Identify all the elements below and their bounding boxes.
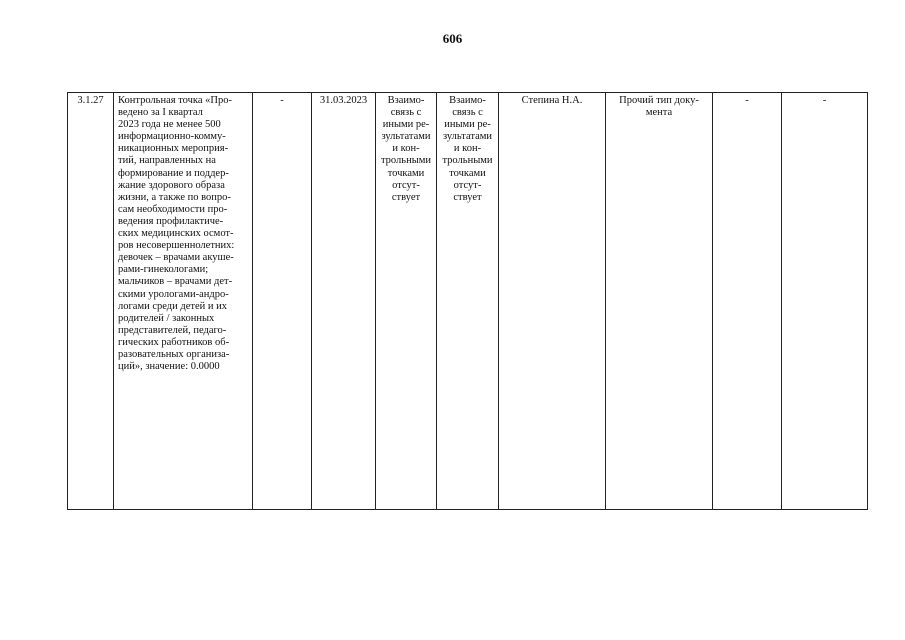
relation-line: ствует (391, 191, 421, 203)
column-11-value: - (822, 95, 827, 106)
row-number-cell (68, 93, 114, 510)
responsible-person: Степина Н.А. (521, 95, 583, 106)
description-line: жание здорового образа (118, 179, 225, 191)
column-11-cell (782, 93, 868, 510)
description-line: мальчиков – врачами дет- (118, 276, 233, 288)
description-cell (114, 93, 253, 510)
column-10-cell (713, 93, 782, 510)
description-line: родителей / законных (118, 312, 215, 324)
description-line: гических работников об- (118, 336, 230, 348)
table-row (68, 93, 868, 510)
relation-line: ствует (453, 191, 482, 203)
start-date-cell (253, 93, 312, 510)
description-line: разовательных организа- (118, 348, 230, 360)
relation-cell-2 (437, 93, 499, 510)
description-line: девочек – врачами акуше- (118, 252, 234, 264)
description-line: никационных мероприя- (118, 143, 229, 155)
description-line: логами среди детей и их (118, 300, 227, 312)
description-line: ведения профилактиче- (118, 215, 224, 227)
start-date: - (280, 95, 284, 106)
relation-line: трольными (380, 155, 432, 167)
description-line: рами-гинекологами; (118, 264, 209, 276)
row-number: 3.1.27 (77, 95, 104, 106)
end-date-cell (312, 93, 376, 510)
relation-line: Взаимо- (449, 95, 486, 106)
relation-line: точками (387, 167, 425, 179)
description-line: скими урологами-андро- (118, 288, 229, 300)
description-line: жизни, а также по вопро- (118, 191, 231, 203)
relation-line: точками (449, 167, 486, 179)
relation-line: Взаимо- (387, 95, 425, 106)
relation-cell-1 (376, 93, 437, 510)
column-10-value: - (745, 95, 749, 106)
page-number: 606 (442, 31, 463, 46)
relation-line: связь с (452, 107, 483, 119)
relation-line: иными ре- (382, 119, 430, 131)
relation-line: зультатами (381, 131, 431, 143)
description-line: ров несовершеннолетних: (118, 240, 235, 252)
control-points-table (67, 92, 868, 510)
description-line: 2023 года не менее 500 (118, 119, 221, 131)
relation-line: зультатами (442, 131, 493, 143)
description-line: ций», значение: 0.0000 (118, 361, 220, 373)
description-line: Контрольная точка «Про- (118, 95, 232, 106)
doc-type-line: Прочий тип доку- (619, 95, 699, 106)
relation-line: трольными (442, 155, 493, 167)
responsible-cell (499, 93, 606, 510)
relation-line: и кон- (453, 143, 482, 155)
description-line: ведено за I квартал (118, 107, 203, 119)
relation-line: иными ре- (444, 119, 491, 131)
doc-type-cell (606, 93, 713, 510)
doc-type-line: мента (645, 107, 673, 119)
description-line: сам необходимости про- (118, 203, 228, 215)
description-line: представителей, педаго- (118, 324, 227, 336)
description-line: информационно-комму- (118, 131, 226, 143)
description-line: ских медицинских осмот- (118, 228, 234, 240)
relation-line: и кон- (392, 143, 420, 155)
description-line: тий, направленных на (118, 155, 216, 167)
relation-line: отсут- (392, 179, 420, 191)
relation-line: связь с (390, 107, 422, 119)
end-date: 31.03.2023 (319, 95, 368, 106)
relation-line: отсут- (453, 179, 482, 191)
description-line: формирование и поддер- (118, 167, 229, 179)
